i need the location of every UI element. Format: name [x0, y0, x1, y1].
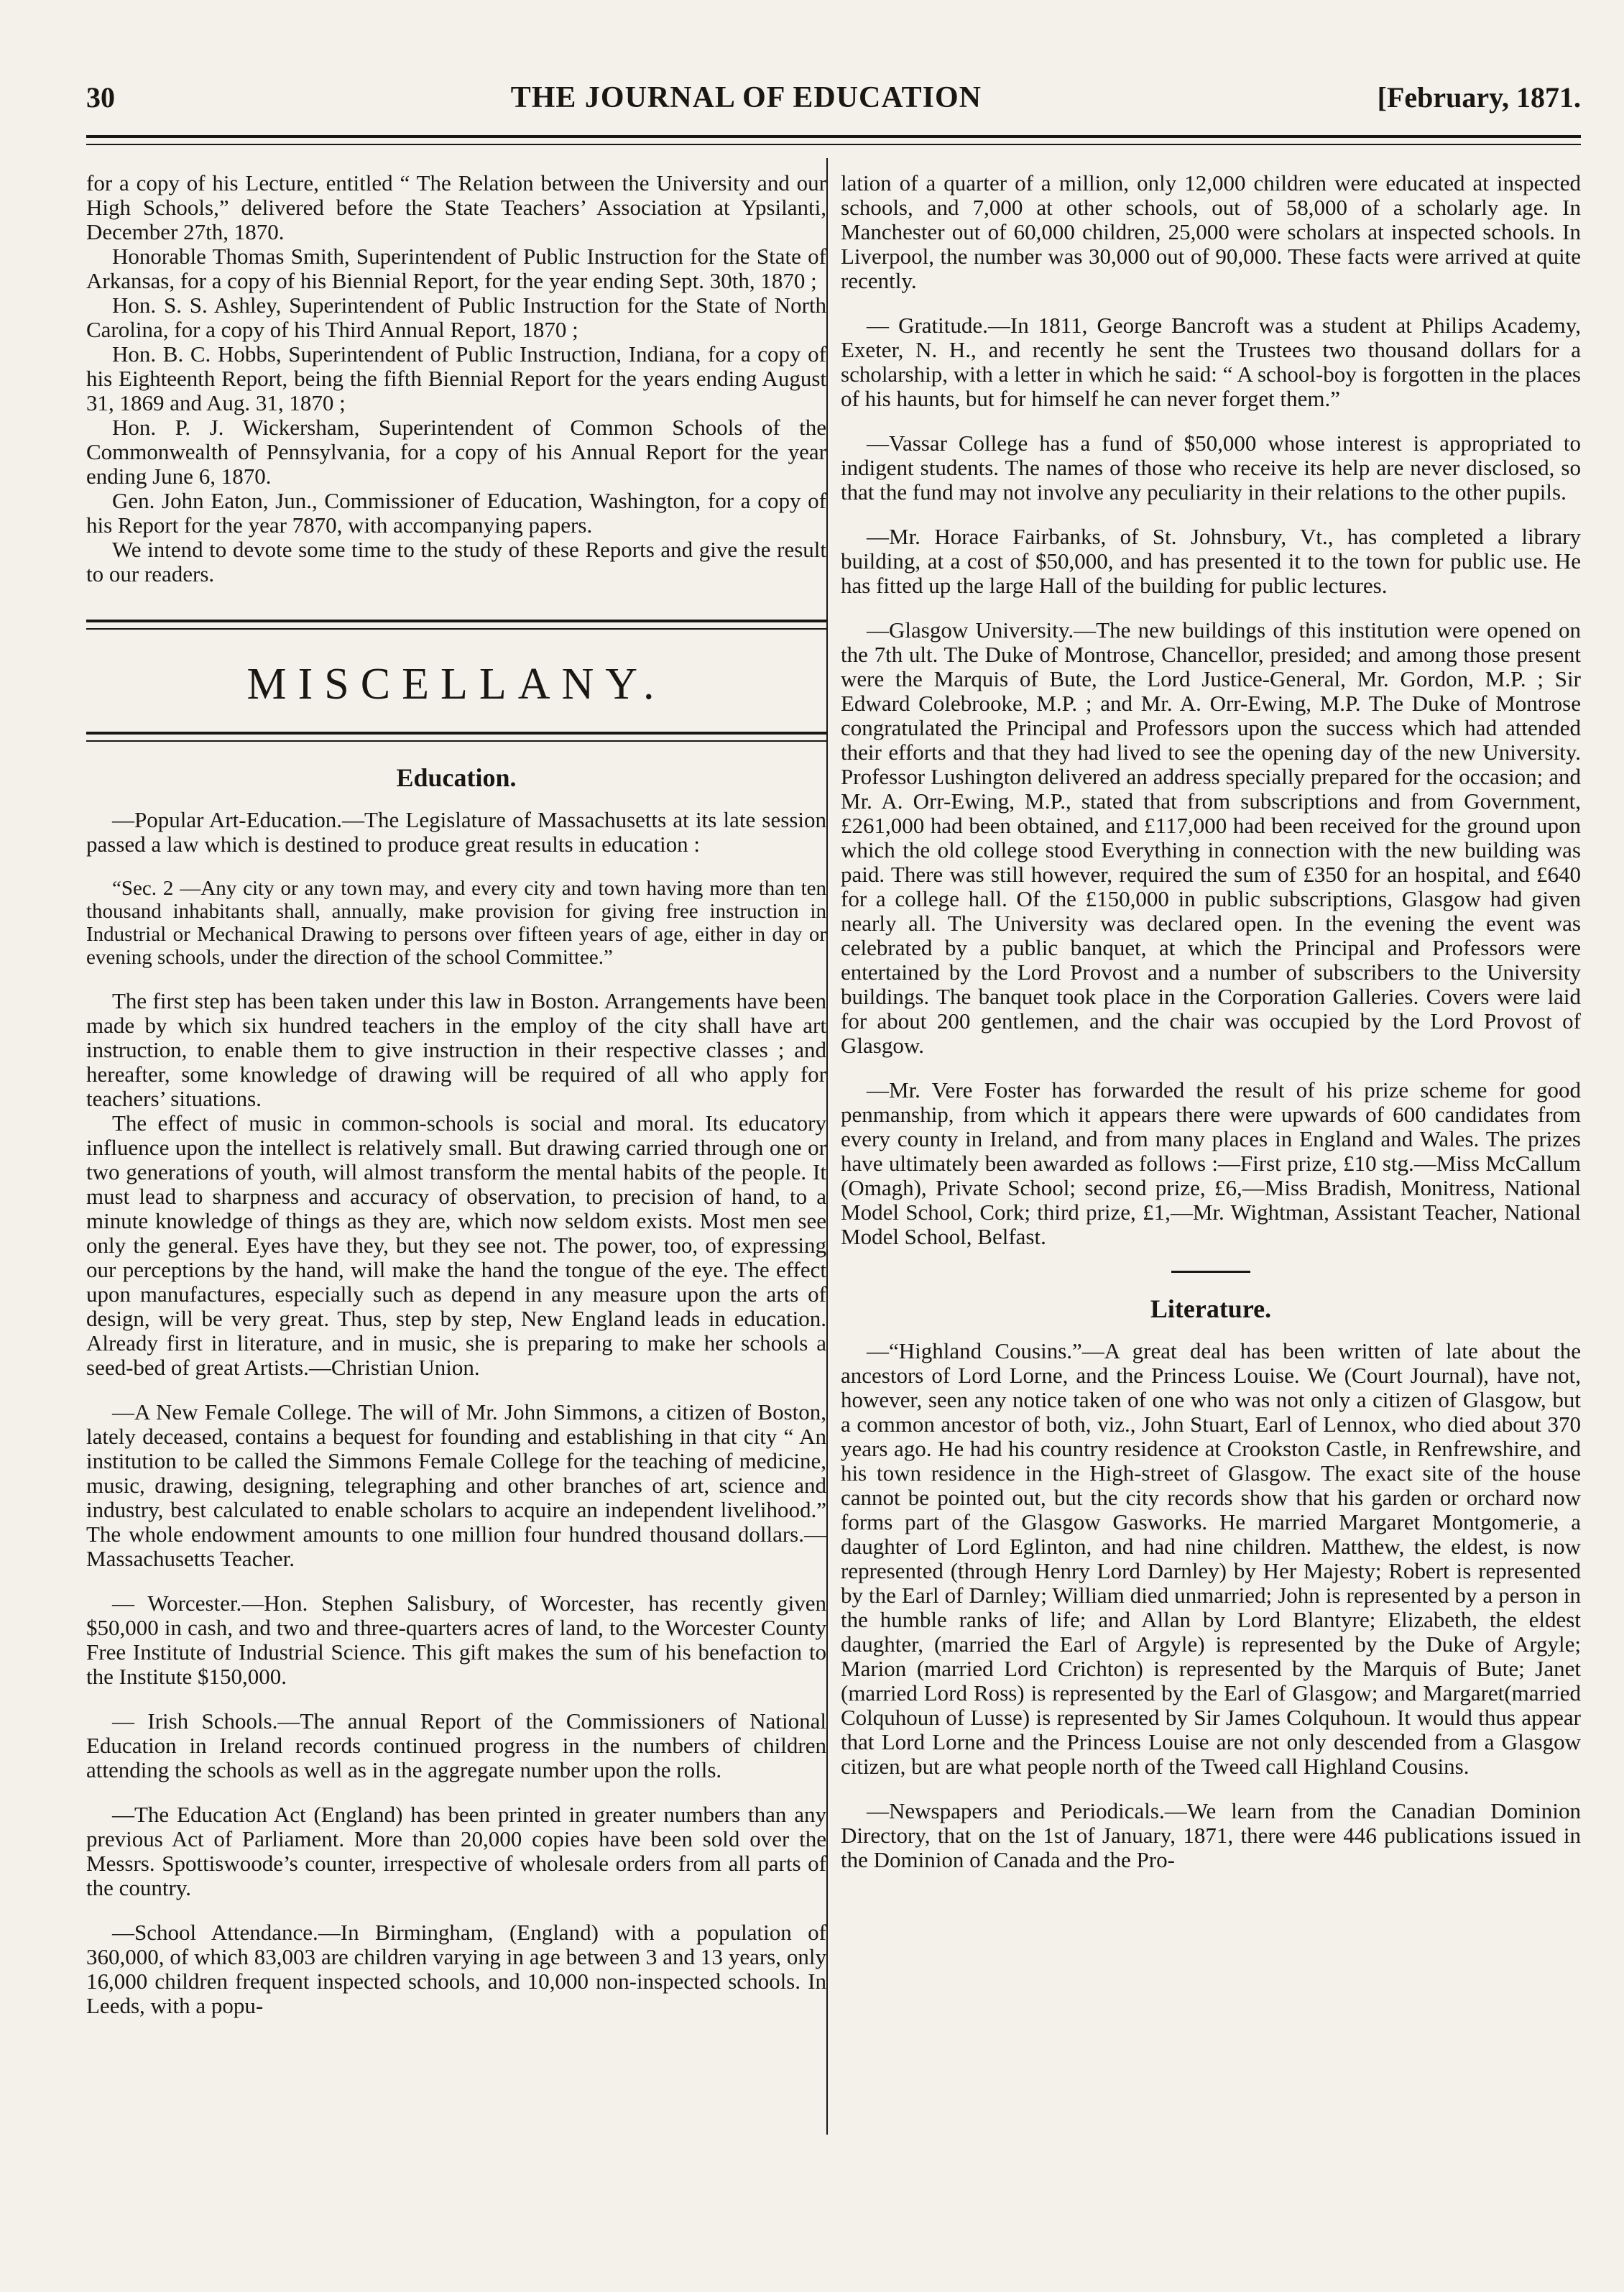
- education-heading: Education.: [396, 763, 517, 792]
- column-divider: [826, 158, 828, 2135]
- ack-paragraph: Hon. P. J. Wickersham, Superintendent of Common Schools of the Commonwealth of Pennsylvania, for a copy of his Annual Report for the year ending June 6, 1870.: [86, 415, 826, 489]
- article-vassar: —Vassar College has a fund of $50,000 whose interest is appropriated to indigent students. The names of those who receive its help are never disclosed, so that the fund may not involve any peculiarity in their relations to the other pupils.: [841, 431, 1581, 505]
- ack-paragraph: Honorable Thomas Smith, Superintendent of Public Instruction for the State of Arkansas, for a copy of his Biennial Report, for the year ending Sept. 30th, 1870 ;: [86, 244, 826, 293]
- school-attendance-continued: lation of a quarter of a million, only 12,000 children were educated at inspected schools, and 7,000 at other schools, out of 58,000 of a scholarly age. In Manchester out of 60,000 children, 25,000 were scholars at inspected schools. In Liverpool, the number was 30,000 out of 90,000. These facts were arrived at quite recently.: [841, 170, 1581, 293]
- ack-paragraph: Hon. S. S. Ashley, Superintendent of Public Instruction for the State of North Carolina, for a copy of his Third Annual Report, 1870 ;: [86, 293, 826, 342]
- miscellany-rule-bottom: [86, 732, 826, 742]
- page-number: 30: [86, 81, 115, 114]
- journal-title: THE JOURNAL OF EDUCATION: [510, 81, 982, 114]
- article-irish-schools: — Irish Schools.—The annual Report of the Commissioners of National Education in Ireland records continued progress in the numbers of children attending the schools as well as in the aggregate number upon the rolls.: [86, 1708, 826, 1782]
- article-fairbanks: —Mr. Horace Fairbanks, of St. Johnsbury, Vt., has completed a library building, at a cost of $50,000, and has presented it to the town for public use. He has fitted up the large Hall of the building for public lectures.: [841, 524, 1581, 598]
- ack-paragraph: We intend to devote some time to the study of these Reports and give the result to our readers.: [86, 537, 826, 586]
- art-education-quote: “Sec. 2 —Any city or any town may, and every city and town having more than ten thousand inhabitants shall, annually, make provision for giving free instruction in Industrial or Mechanical Drawing to persons over fifteen years of age, either in day or evening schools, under the direction of the school Committee.”: [86, 877, 826, 969]
- ack-paragraph: for a copy of his Lecture, entitled “ The Relation between the University and our High Schools,” delivered before the State Teachers’ Association at Ypsilanti, December 27th, 1870.: [86, 170, 826, 244]
- issue-date: [February, 1871.: [1377, 81, 1581, 114]
- article-education-act: —The Education Act (England) has been printed in greater numbers than any previous Act of Parliament. More than 20,000 copies have been sold over the Messrs. Spottiswoode’s counter, irrespective of wholesale orders from all parts of the country.: [86, 1802, 826, 1900]
- literature-heading: Literature.: [1150, 1294, 1272, 1323]
- art-education-paragraph: The first step has been taken under this law in Boston. Arrangements have been made by which six hundred teachers in the employ of the city shall have art instruction, to enable them to give instruction in their respective classes ; and hereafter, some knowledge of drawing will be required of all who apply for teachers’ situations.: [86, 988, 826, 1111]
- article-glasgow-university: —Glasgow University.—The new buildings of this institution were opened on the 7th ult. The Duke of Montrose, Chancellor, presided; and among those present were the Marquis of Bute, the Lord Justice-General, Mr. Gordon, M.P. ; Sir Edward Colebrooke, M.P. ; and Mr. A. Orr-Ewing, M.P. The Duke of Montrose congratulated the Principal and Professors upon the success which had attended their efforts and that they had lived to see the opening day of the new University. Professor Lushington delivered an address specially prepared for the occasion; and Mr. A. Orr-Ewing, M.P., stated that from subscriptions and from Government, £261,000 had been obtained, and £117,000 had been received for the ground upon which the old college stood Everything in connection with the new building was paid. There was still however, required the sum of £350 for an hospital, and £640 for a college hall. Of the £150,000 in public subscriptions, Glasgow had given nearly all. The University was declared open. In the evening the event was celebrated by a public banquet, at which the Principal and Professors were entertained by the Lord Provost and a number of subscribers to the University buildings. The banquet took place in the Corporation Galleries. Covers were laid for about 200 gentlemen, and the chair was occupied by the Lord Provost of Glasgow.: [841, 617, 1581, 1058]
- section-separator: [1171, 1271, 1250, 1273]
- page-header: [86, 80, 1581, 124]
- ack-paragraph: Hon. B. C. Hobbs, Superintendent of Public Instruction, Indiana, for a copy of his Eighteenth Report, being the fifth Biennial Report for the years ending August 31, 1869 and Aug. 31, 1870 ;: [86, 341, 826, 415]
- header-rule: [86, 135, 1581, 145]
- article-highland-cousins: —“Highland Cousins.”—A great deal has been written of late about the ancestors of Lord Lorne, and the Princess Louise. We (Court Journal), have not, however, seen any notice taken of one who was not only a citizen of Glasgow, but a common ancestor of both, viz., John Stuart, Earl of Lennox, who died about 370 years ago. He had his country residence at Crookston Castle, in Renfrewshire, and his town residence in the High-street of Glasgow. The exact site of the house cannot be pointed out, but the city records show that his garden or orchard now forms part of the Glasgow Gasworks. He married Margaret Montgomerie, a daughter of Lord Eglinton, and had nine children. Matthew, the eldest, is now represented (through Henry Lord Darnley) by Her Majesty; Robert is represented by the Earl of Darnley; William died unmarried; John is represented by a person in the humble ranks of life; and Allan by Lord Blantyre; Elizabeth, the eldest daughter, (married the Earl of Argyle) is represented by the Duke of Argyle; Marion (married Lord Crichton) is represented by the Marquis of Bute; Janet (married Lord Ross) is represented by the Earl of Glasgow; and Margaret(married Colquhoun of Lusse) is represented by Sir James Colquhoun. It would thus appear that Lord Lorne and the Princess Louise are not only descended from a Glasgow citizen, but are what people north of the Tweed call Highland Cousins.: [841, 1338, 1581, 1779]
- article-vere-foster: —Mr. Vere Foster has forwarded the result of his prize scheme for good penmanship, from which it appears there were upwards of 600 candidates from every county in Ireland, and from many places in England and Wales. The prizes have ultimately been awarded as follows :—First prize, £10 stg.—Miss McCallum (Omagh), Private School; second prize, £6,—Miss Bradish, Monitress, National Model School, Cork; third prize, £1,—Mr. Wightman, Assistant Teacher, National Model School, Belfast.: [841, 1077, 1581, 1249]
- article-newspapers: —Newspapers and Periodicals.—We learn from the Canadian Dominion Directory, that on the 1st of January, 1871, there were 446 publications issued in the Dominion of Canada and the Pro-: [841, 1798, 1581, 1872]
- miscellany-rule-top: [86, 620, 826, 630]
- ack-paragraph: Gen. John Eaton, Jun., Commissioner of Education, Washington, for a copy of his Report for the year 7870, with accompanying papers.: [86, 488, 826, 538]
- miscellany-title: MISCELLANY.: [246, 660, 666, 709]
- art-education-paragraph: The effect of music in common-schools is social and moral. Its educatory influence upon the intellect is relatively small. But drawing carried through one or two generations of youth, will almost transform the mental habits of the people. It must lead to sharpness and accuracy of observation, to precision of hand, to a minute knowledge of things as they are, which now seldom exists. Most men see only the general. Eyes have they, but they see not. The power, too, of expressing our perceptions by the hand, will make the hand the tongue of the eye. The effect upon manufactures, especially such as depend in any measure upon the arts of design, will be very great. Thus, step by step, New England leads in education. Already first in literature, and in music, she is preparing to make her schools a seed-bed of great Artists.—Christian Union.: [86, 1110, 826, 1380]
- article-worcester: — Worcester.—Hon. Stephen Salisbury, of Worcester, has recently given $50,000 in cash, and two and three-quarters acres of land, to the Worcester County Free Institute of Industrial Science. This gift makes the sum of his benefaction to the Institute $150,000.: [86, 1591, 826, 1689]
- right-column: [841, 171, 1581, 1872]
- article-art-education: —Popular Art-Education.—The Legislature of Massachusetts at its late session passed a law which is destined to produce great results in education :: [86, 807, 826, 857]
- left-column: [86, 171, 826, 2018]
- article-female-college: —A New Female College. The will of Mr. John Simmons, a citizen of Boston, lately deceased, contains a bequest for founding and establishing in that city “ An institution to be called the Simmons Female College for the teaching of medicine, music, drawing, designing, telegraphing and other branches of art, science and industry, best calculated to enable scholars to acquire an independent livelihood.” The whole endowment amounts to one million four hundred thousand dollars.—Massachusetts Teacher.: [86, 1399, 826, 1571]
- article-school-attendance: —School Attendance.—In Birmingham, (England) with a population of 360,000, of which 83,003 are children varying in age between 3 and 13 years, only 16,000 children frequent inspected schools, and 10,000 non-inspected schools. In Leeds, with a popu-: [86, 1920, 826, 2018]
- article-gratitude: — Gratitude.—In 1811, George Bancroft was a student at Philips Academy, Exeter, N. H., and recently he sent the Trustees two thousand dollars for a scholarship, with a letter in which he said: “ A school-boy is forgotten in the places of his haunts, but for himself he can never forget them.”: [841, 313, 1581, 411]
